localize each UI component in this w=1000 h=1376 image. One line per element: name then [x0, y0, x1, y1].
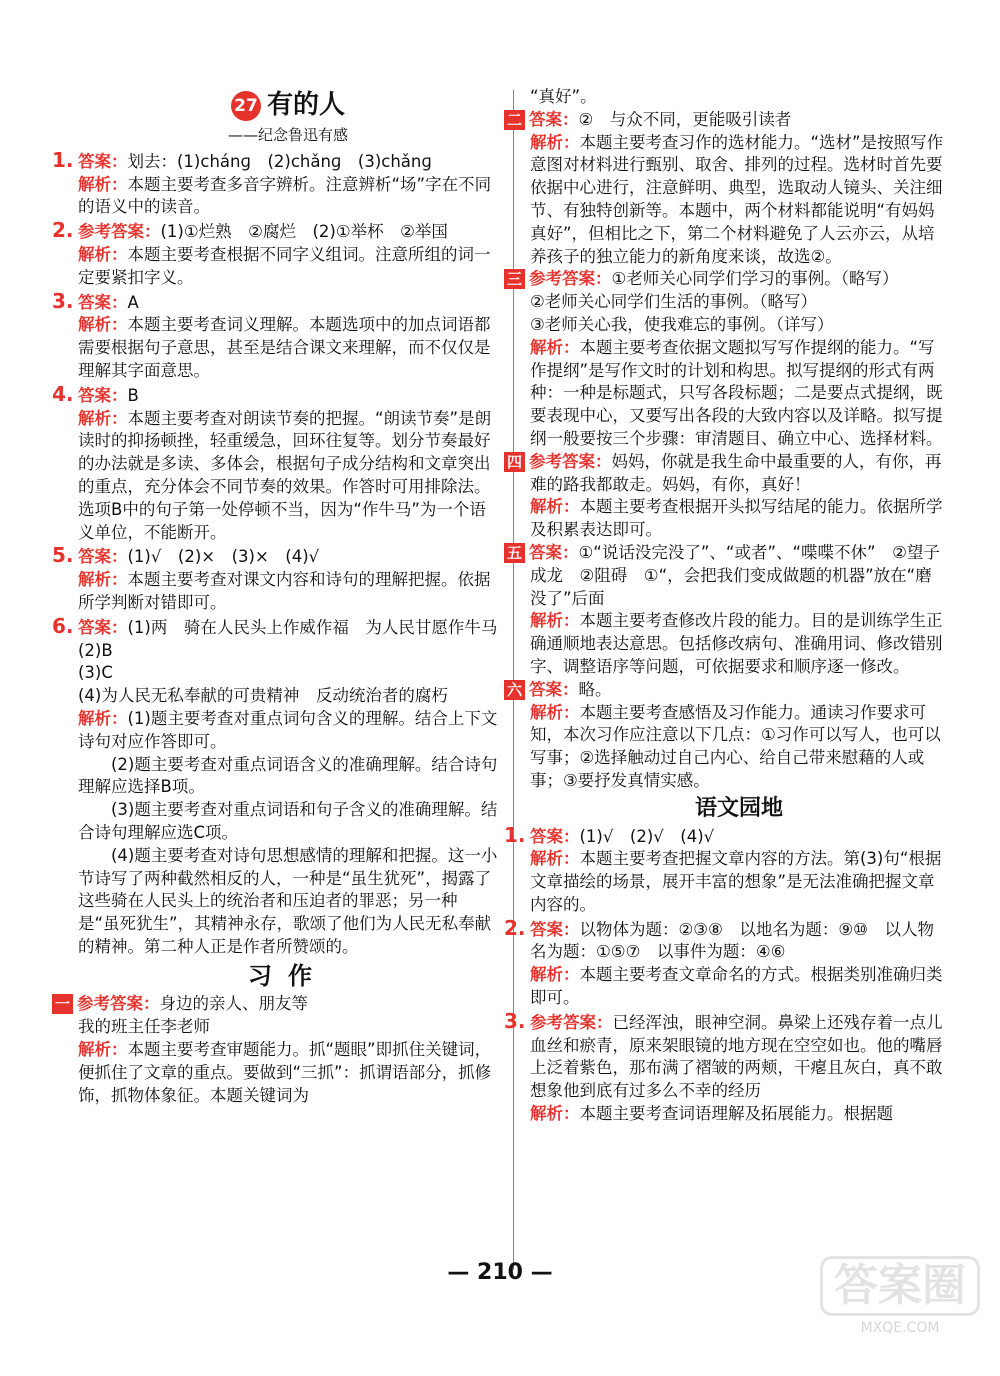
answer-label: 答案：	[530, 919, 580, 939]
answer-label: 参考答案：	[77, 994, 160, 1014]
question-number: 三	[504, 269, 525, 289]
answer-text: ② 与众不同，更能吸引读者	[578, 109, 792, 129]
answer-label: 答案：	[78, 292, 128, 312]
analysis-text: 本题主要考查感悟及习作能力。通读习作要求可知，本次习作应注意以下几点：①习作可以写人，也可以写事；②选择触动过自己内心、给自己带来慰藉的人或事；③要抒发真情实感。	[530, 702, 941, 790]
analysis-label: 解析：	[530, 965, 580, 985]
analysis-text: 本题主要考查根据不同字义组词。注意所组的词一定要紧扣字义。	[78, 244, 491, 287]
answer-text: 我的班主任李老师	[78, 1017, 210, 1037]
yuwen-question-1	[504, 822, 948, 917]
answer-text: ②老师关心同学们生活的事例。（略写）	[530, 292, 818, 312]
analysis-text: 本题主要考查修改片段的能力。目的是训练学生正确通顺地表达意思。包括修改病句、准确用词、修改错别字、调整语序等问题，可依据要求和顺序逐一修改。	[530, 611, 943, 676]
answer-text: (1)√ (2)× (3)× (4)√	[127, 547, 320, 567]
lesson-number-badge: 27	[231, 91, 261, 121]
page-number: — 210 —	[447, 1260, 553, 1285]
analysis-label: 解析：	[78, 570, 128, 590]
section-title-xizuo: 习作	[248, 960, 328, 990]
analysis-label: 解析：	[78, 244, 128, 264]
answer-label: 参考答案：	[529, 269, 612, 289]
answer-text: B	[127, 385, 139, 405]
analysis-text: (4)题主要考查对诗句思想感情的理解和把握。这一小节诗写了两种截然相反的人，一种是“虽生犹死”，揭露了这些骑在人民头上的统治者和压迫者的罪恶；另一种是“虽死犹生”，其精神永存，歌颂了他们为人民无私奉献的精神。第二种人正是作者所赞颂的。	[78, 845, 498, 956]
analysis-text: (1)题主要考查对重点词句含义的理解。结合上下文诗句对应作答即可。	[78, 708, 498, 751]
lesson-title	[78, 90, 498, 120]
analysis-label: 解析：	[530, 132, 580, 152]
watermark-url: MXQE.COM	[860, 1320, 940, 1336]
xizuo-question-2	[507, 109, 948, 269]
answer-text: (1)√ (2)√ (4)√	[579, 826, 715, 846]
question-number: 3.	[52, 288, 74, 313]
question-number: 4.	[52, 381, 74, 406]
analysis-text: 本题主要考查对课文内容和诗句的理解把握。依据所学判断对错即可。	[78, 570, 491, 612]
answer-label: 答案：	[529, 542, 579, 562]
answer-label: 答案：	[78, 151, 128, 171]
answer-label: 答案：	[78, 547, 128, 567]
left-column	[52, 86, 498, 1107]
question-number: 五	[504, 543, 525, 563]
answer-label: 参考答案：	[78, 222, 161, 242]
xizuo-question-1	[55, 993, 498, 1107]
analysis-text: (2)题主要考查对重点词语含义的准确理解。结合诗句理解应选择B项。	[78, 754, 498, 797]
question-5	[52, 543, 498, 614]
watermark	[820, 1256, 980, 1366]
analysis-text: 本题主要考查对朗读节奏的把握。“朗读节奏”是朗读时的抑扬顿挫，轻重缓急，回环往复等。划分节奏最好的办法就是多读、多体会，根据句子成分结构和文章突出的重点，充分体会不同节奏的效果。作答时可用排除法。选项B中的句子第一处停顿不当，因为“作牛马”为一个语义单位，不能断开。	[78, 408, 492, 542]
analysis-label: 解析：	[78, 408, 128, 428]
analysis-label: 解析：	[530, 1104, 580, 1124]
answer-text: ①“说话没完没了”、“或者”、“喋喋不休” ②望子成龙 ②阻碍 ①“，会把我们变成做题的机器”放在“磨没了”后面	[530, 542, 940, 608]
analysis-text: 本题主要考查审题能力。抓“题眼”即抓住关键词，便抓住了文章的重点。要做到“三抓”：抓谓语部分，抓修饰，抓物体象征。本题关键词为	[78, 1040, 492, 1105]
answer-label: 答案：	[530, 826, 580, 846]
xizuo-question-6	[507, 679, 948, 793]
question-6	[52, 613, 498, 959]
answer-text: ③老师关心我，使我难忘的事例。（详写）	[530, 314, 834, 334]
xizuo-question-3	[507, 268, 948, 450]
answer-label: 答案：	[78, 617, 128, 637]
analysis-label: 解析：	[530, 702, 580, 722]
analysis-label: 解析：	[530, 611, 580, 631]
continued-text: “真好”。	[530, 87, 597, 106]
answer-text: (1)①烂熟 ②腐烂 (2)①举杯 ②举国	[160, 222, 448, 242]
question-number: 2.	[52, 218, 74, 243]
lesson-title-text: 有的人	[266, 90, 345, 120]
answer-text: 划去：(1)chánɡ (2)chǎnɡ (3)chǎnɡ	[127, 151, 432, 171]
answer-label: 参考答案：	[530, 1012, 613, 1032]
analysis-label: 解析：	[530, 849, 580, 869]
analysis-label: 解析：	[530, 497, 580, 517]
analysis-text: 本题主要考查把握文章内容的方法。第(3)句“根据文章描绘的场景，展开丰富的想象”是无法准确把握文章内容的。	[530, 849, 942, 914]
answer-label: 答案：	[78, 385, 128, 405]
section-title-yuwen: 语文园地	[694, 794, 783, 821]
answer-text: 已经浑浊，眼神空洞。鼻梁上还残存着一点儿血丝和瘀青，原来架眼镜的地方现在空空如也。他的嘴唇上泛着紫色，那布满了褶皱的两颊，干瘪且灰白，真不敢想象他到底有过多么不幸的经历	[530, 1012, 943, 1101]
lesson-subtitle: ——纪念鲁迅有感	[227, 126, 348, 144]
xizuo-question-5	[507, 542, 948, 679]
yuwen-question-2	[504, 915, 948, 1010]
right-column	[504, 86, 948, 1126]
question-4	[52, 381, 498, 545]
analysis-label: 解析：	[78, 1040, 128, 1060]
question-1	[52, 147, 498, 219]
analysis-label: 解析：	[78, 315, 128, 335]
answer-label: 参考答案：	[529, 451, 612, 471]
analysis-label: 解析：	[530, 337, 580, 357]
question-number: 1.	[504, 822, 526, 847]
answer-text: (1)两 骑在人民头上作威作福 为人民甘愿作牛马	[127, 617, 498, 637]
analysis-text: 本题主要考查文章命名的方式。根据类别准确归类即可。	[530, 965, 943, 1008]
analysis-text: 本题主要考查词语理解及拓展能力。根据题	[579, 1104, 893, 1124]
question-number: 一	[52, 994, 73, 1014]
question-3	[52, 288, 498, 383]
question-number: 6.	[52, 613, 74, 638]
answer-text: 以物体为题：②③⑧ 以地名为题：⑨⑩ 以人物名为题：①⑤⑦ 以事件为题：④⑥	[530, 919, 934, 962]
question-number: 5.	[52, 543, 74, 568]
analysis-label: 解析：	[78, 708, 128, 728]
answer-text: (4)为人民无私奉献的可贵精神 反动统治者的腐朽	[78, 686, 448, 706]
answer-text: 身边的亲人、朋友等	[159, 994, 309, 1014]
answer-text: ①老师关心同学们学习的事例。（略写）	[611, 269, 899, 289]
answer-text: A	[127, 292, 139, 312]
analysis-label: 解析：	[78, 174, 128, 194]
question-number: 1.	[52, 147, 74, 172]
question-number: 六	[504, 680, 525, 700]
answer-text: (2)B	[78, 640, 113, 660]
answer-text: 妈妈，你就是我生命中最重要的人，有你，再难的路我都敢走。妈妈，有你，真好！	[530, 451, 942, 494]
answer-label: 答案：	[529, 679, 579, 699]
yuwen-question-3	[504, 1008, 948, 1126]
analysis-text: (3)题主要考查对重点词语和句子含义的准确理解。结合诗句理解应选C项。	[78, 800, 498, 842]
answer-text: 略。	[578, 679, 612, 699]
watermark-logo: 答案圈	[820, 1256, 980, 1316]
analysis-text: 本题主要考查多音字辨析。注意辨析“场”字在不同的语义中的读音。	[78, 174, 492, 217]
analysis-text: 本题主要考查习作的选材能力。“选材”是按照写作意图对材料进行甄别、取舍、排列的过程。选材时首先要依据中心进行，注意鲜明、典型，选取动人镜头、关注细节、有独特创新等。本题中，两个材料都能说明“有妈妈真好”，但相比之下，第二个材料避免了人云亦云，从培养孩子的独立能力的新角度来谈，故选②。	[530, 132, 944, 266]
xizuo-question-4	[507, 451, 948, 542]
question-number: 2.	[504, 915, 526, 940]
question-number: 3.	[504, 1008, 526, 1033]
analysis-text: 本题主要考查依据文题拟写写作提纲的能力。“写作提纲”是写作文时的计划和构思。拟写提纲的形式有两种：一种是标题式，只写各段标题；二是要点式提纲，既要表现中心，又要写出各段的大致内容以及详略。拟写提纲一般要按三个步骤：审清题目、确立中心、选择材料。	[530, 337, 943, 448]
analysis-text: 本题主要考查根据开头拟写结尾的能力。依据所学及积累表达即可。	[530, 497, 943, 540]
question-number: 二	[504, 110, 525, 130]
question-2	[52, 218, 498, 289]
question-number: 四	[504, 452, 525, 472]
answer-label: 答案：	[529, 109, 579, 129]
analysis-text: 本题主要考查词义理解。本题选项中的加点词语都需要根据句子意思，甚至是结合课文来理解，而不仅仅是理解其字面意思。	[78, 315, 491, 380]
answer-text: (3)C	[78, 663, 113, 683]
